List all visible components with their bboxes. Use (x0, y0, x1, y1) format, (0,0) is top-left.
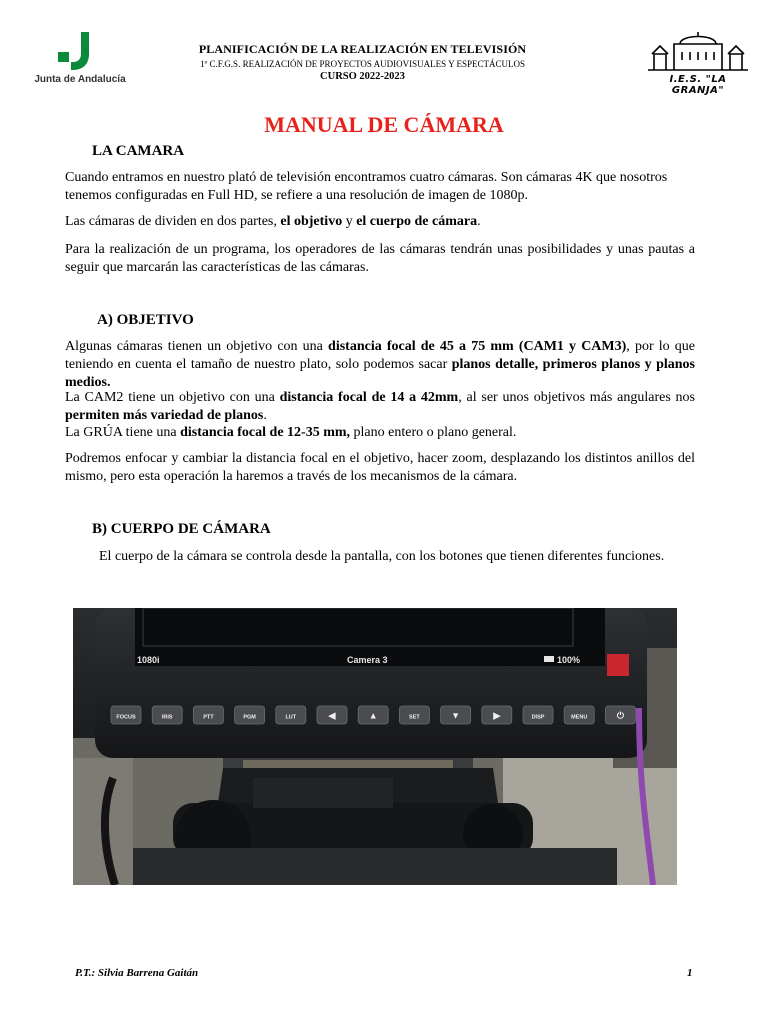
junta-logo-mark-icon (58, 32, 104, 72)
ies-logo-text: I.E.S. "LA GRANJA" (669, 74, 727, 96)
text-span: . (263, 408, 267, 423)
paragraph-objetivo-cam1-cam3 (65, 338, 695, 392)
text-span: . (477, 214, 481, 229)
camera-button-label: LUT (285, 714, 297, 721)
camera-button-label: FOCUS (116, 714, 136, 721)
bold-cuerpo: el cuerpo de cámara (356, 214, 478, 229)
camera-button-label: DISP (531, 714, 545, 721)
section-heading-camara: LA CAMARA (92, 143, 185, 159)
text-span: Las cámaras de dividen en dos partes, (65, 214, 281, 229)
paragraph-objetivo-zoom: Podremos enfocar y cambiar la distancia focal en el objetivo, hacer zoom, desplazando los distintos anillos del mismo, pero esta operación la haremos a través de los mecanismos de la cámara. (65, 451, 695, 484)
camera-button-label: SET (409, 714, 420, 721)
junta-logo-text: Junta de Andalucía (34, 74, 126, 85)
screen-camera-label: Camera 3 (347, 655, 388, 665)
text-span: Algunas cámaras tienen un objetivo con una (65, 339, 329, 354)
bold-focal-12-35: distancia focal de 12-35 mm, (180, 425, 351, 440)
camera-button-label: PGM (243, 714, 256, 721)
section-heading-objetivo: A) OBJETIVO (97, 312, 194, 328)
header-course: 1º C.F.G.S. REALIZACIÓN DE PROYECTOS AUDIOVISUALES Y ESPECTÁCULOS (199, 59, 525, 69)
camera-button-label: ▼ (451, 710, 461, 721)
camera-body-illustration (73, 608, 677, 885)
ies-la-granja-logo (646, 30, 750, 94)
bold-focal-45-75: distancia focal de 45 a 75 mm (CAM1 y CAM3) (328, 339, 627, 354)
screen-resolution-label: 1080i (137, 655, 160, 665)
screen-battery-label: 100% (557, 655, 581, 665)
camera-button-label: ⏻ (616, 710, 624, 721)
camera-button-label: MENU (571, 714, 588, 721)
footer-author: P.T.: Silvia Barrena Gaitán (75, 967, 199, 979)
header-subject: PLANIFICACIÓN DE LA REALIZACIÓN EN TELEVISIÓN (198, 42, 527, 56)
paragraph-camara-intro: Cuando entramos en nuestro plató de televisión encontramos cuatro cámaras. Son cámaras 4K que nosotros tenemos configuradas en Full HD, se refiere a una resolución de imagen de 1080p. (65, 170, 668, 203)
paragraph-camara-parts (65, 213, 695, 231)
camera-button-label: IRIS (161, 714, 173, 721)
text-span: plano entero o plano general. (350, 425, 517, 440)
text-span: La CAM2 tiene un objetivo con una (65, 390, 280, 405)
paragraph-cuerpo: El cuerpo de la cámara se controla desde la pantalla, con los botones que tienen diferentes funciones. (99, 549, 665, 564)
bold-objetivo: el objetivo (280, 214, 343, 229)
paragraph-objetivo-grua (65, 424, 695, 442)
header-year: CURSO 2022-2023 (320, 71, 405, 82)
bold-focal-14-42: distancia focal de 14 a 42mm (279, 390, 459, 405)
paragraph-objetivo-cam2 (65, 389, 695, 425)
page-title: MANUAL DE CÁMARA (264, 112, 504, 137)
building-icon (646, 30, 750, 74)
section-heading-cuerpo: B) CUERPO DE CÁMARA (92, 521, 271, 537)
camera-button-label: ▲ (368, 710, 378, 721)
text-span: , al ser unos objetivos más angulares nos (458, 390, 695, 405)
paragraph-camara-operators: Para la realización de un programa, los operadores de las cámaras tendrán unas posibilidades y unas pautas a seguir que marcarán las características de las cámaras. (65, 242, 695, 275)
text-span: , por lo que teniendo en cuenta el tamaño de nuestro plato, solo podemos sacar (65, 339, 695, 372)
camera-button-label: PTT (203, 714, 214, 721)
text-span: y (342, 214, 357, 229)
camera-body-photo (73, 608, 677, 885)
bold-planos: planos detalle, primeros planos y planos medios. (65, 357, 696, 390)
text-span: La GRÚA tiene una (65, 425, 181, 440)
page-number: 1 (687, 967, 693, 979)
camera-button-label: ▶ (493, 710, 501, 721)
bold-variedad: permiten más variedad de planos (65, 408, 264, 423)
camera-button-label: ◀ (328, 710, 336, 721)
junta-andalucia-logo (30, 30, 130, 90)
battery-icon (544, 656, 554, 662)
document-header (150, 42, 575, 82)
